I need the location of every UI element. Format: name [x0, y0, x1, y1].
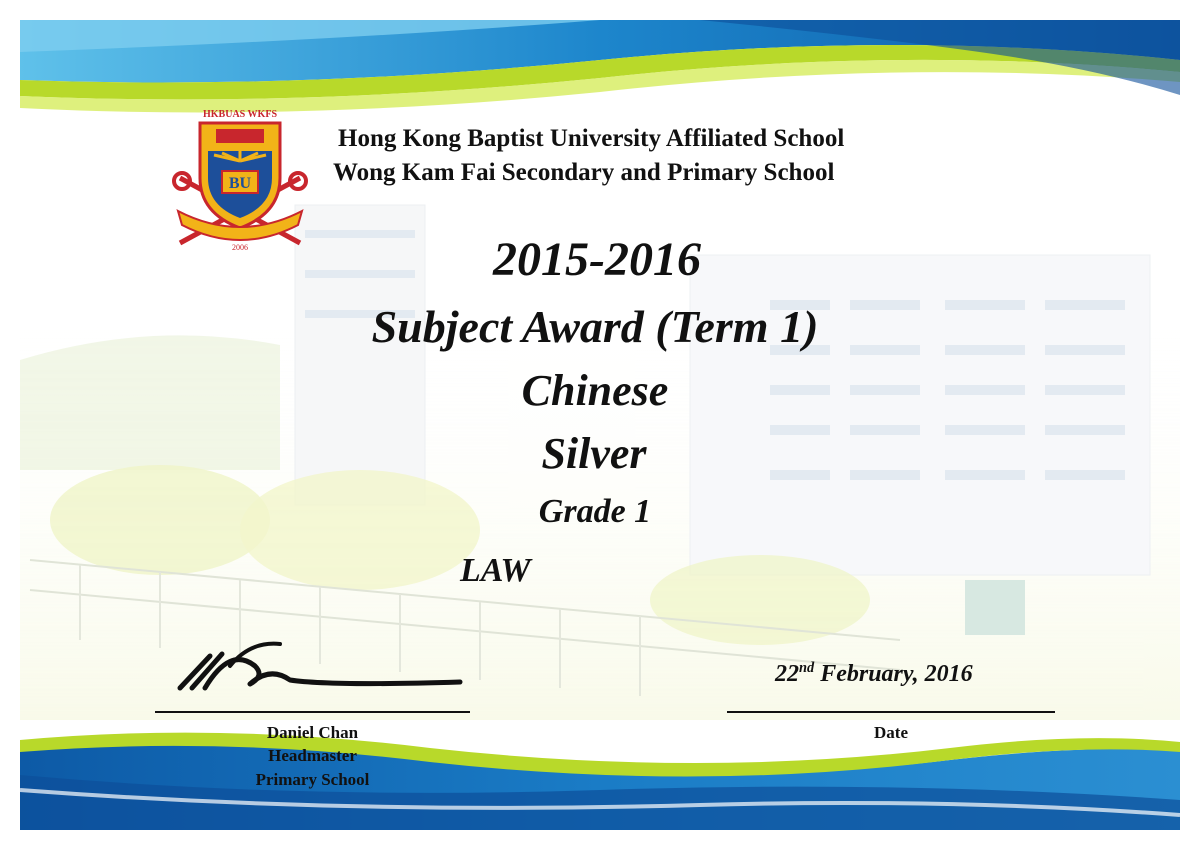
award-level: Silver	[541, 429, 647, 478]
date-suffix: nd	[799, 660, 815, 676]
handwritten-signature	[170, 636, 470, 696]
date-label: Date	[874, 723, 908, 742]
award-date	[775, 660, 973, 688]
school-name-line2: Wong Kam Fai Secondary and Primary School	[333, 159, 835, 186]
svg-text:2006: 2006	[232, 243, 248, 252]
signer-name: Daniel Chan	[266, 723, 359, 742]
recipient-name: LAW	[460, 552, 531, 589]
top-wave-band	[20, 20, 1180, 112]
signer-role: Headmaster	[268, 746, 357, 765]
signer-department: Primary School	[255, 770, 370, 789]
date-day: 22	[775, 661, 799, 687]
award-subject: Chinese	[521, 366, 669, 415]
award-title: Subject Award (Term 1)	[371, 301, 819, 352]
date-rest: February, 2016	[814, 661, 973, 687]
svg-text:HKBUAS WKFS: HKBUAS WKFS	[203, 109, 277, 120]
school-name-line1: Hong Kong Baptist University Affiliated School	[338, 125, 845, 152]
school-crest-logo	[170, 103, 310, 253]
award-year: 2015-2016	[493, 233, 701, 286]
signature-line	[155, 711, 470, 713]
svg-text:BU: BU	[228, 175, 252, 192]
date-line	[727, 711, 1055, 713]
award-grade: Grade 1	[538, 493, 652, 530]
